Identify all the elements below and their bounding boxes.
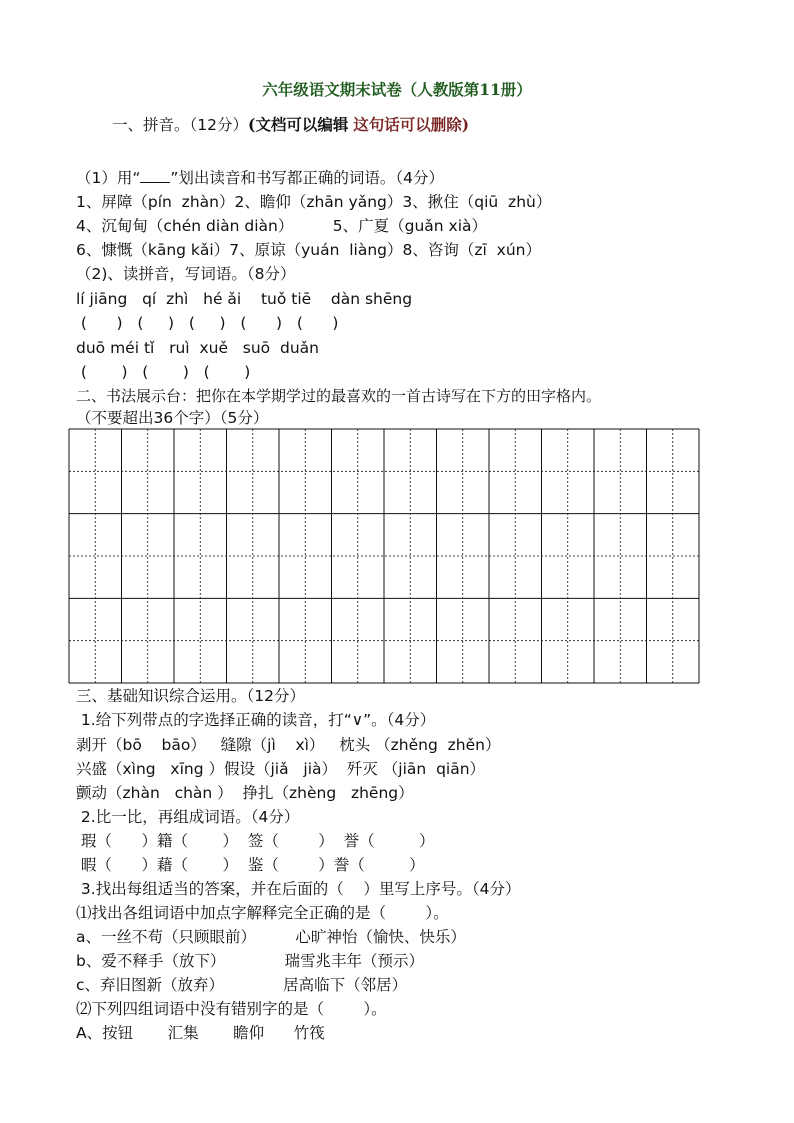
s3-q1-instruction: 1.给下列带点的字选择正确的读音，打“∨”。（4分） [76,711,436,729]
s3-q2-line-2: 暇（ ）藉（ ） 鉴（ ）誊（ ） [76,856,425,874]
s3-q3-instruction: 3.找出每组适当的答案，并在后面的（ ）里写上序号。（4分） [76,880,521,898]
section3-heading: 三、基础知识综合运用。（12分） [76,687,305,705]
q1-line-3: 6、慷慨（kāng kǎi）7、原谅（yuán liàng）8、咨询（zī xún） [76,241,541,259]
section2-heading: 二、书法展示台：把你在本学期学过的最喜欢的一首古诗写在下方的田字格内。 [76,387,602,405]
q1-instruction [76,168,444,188]
s3-q3-option-c: c、弃旧图新（放弃） 居高临下（邻居） [76,976,408,994]
q2-brackets-row-1: ( ) ( ) ( ) ( ) ( ) [76,314,339,332]
s3-q2-line-1: 瑕（ ）籍（ ） 签（ ） 誉（ ） [76,832,435,850]
q2-brackets-row-2: ( ) ( ) ( ) [76,363,251,381]
s3-q3-option-A: A、按钮 汇集 瞻仰 竹筏 [76,1024,325,1042]
s3-q3-option-a: a、一丝不苟（只顾眼前） 心旷神怡（愉快、快乐） [76,928,466,946]
s3-q2-instruction: 2.比一比，再组成词语。（4分） [76,808,300,826]
q1-label-end: ”划出读音和书写都正确的词语。（4分） [170,169,445,187]
tianzige-writing-grid[interactable] [68,428,700,684]
s3-q3-sub-1: ⑴找出各组词语中加点字解释完全正确的是（ ）。 [76,904,449,922]
s3-q3-sub-2: ⑵下列四组词语中没有错别字的是（ ）。 [76,1000,387,1018]
q1-line-2: 4、沉甸甸（chén diàn diàn） 5、广夏（guǎn xià） [76,217,488,235]
q2-pinyin-row-1: lí jiāng qí zhì hé ǎi tuǒ tiē dàn shēng [76,290,413,308]
s3-q1-line-3: 颤动（zhàn chàn ） 挣扎（zhèng zhēng） [76,784,414,802]
s3-q3-option-b: b、爱不释手（放下） 瑞雪兆丰年（预示） [76,952,424,970]
section1-label: 一、拼音。（12分） [112,116,248,134]
underline-blank [140,168,170,183]
editable-note: (文档可以编辑 [247,115,349,134]
q2-pinyin-row-2: duō méi tǐ ruì xuě suō duǎn [76,339,319,357]
q2-instruction: （2)、读拼音，写词语。（8分） [76,265,296,283]
q1-line-1: 1、屏障（pín zhàn）2、瞻仰（zhān yǎng）3、揪住（qiū zhù） [76,193,552,211]
section1-heading [112,113,469,135]
page-title: 六年级语文期末试卷（人教版第11册） [262,80,532,99]
deletable-note: 这句话可以删除) [353,115,470,134]
s3-q1-line-2: 兴盛（xìng xīng ）假设（jiǎ jià） 歼灭 （jiān qiān） [76,760,486,778]
section2-subheading: （不要超出36个字）（5分） [76,409,269,427]
s3-q1-line-1: 剥开（bō bāo） 缝隙（jì xì） 枕头 （zhěng zhěn） [76,736,501,754]
q1-label-start: （1）用“ [76,169,141,187]
